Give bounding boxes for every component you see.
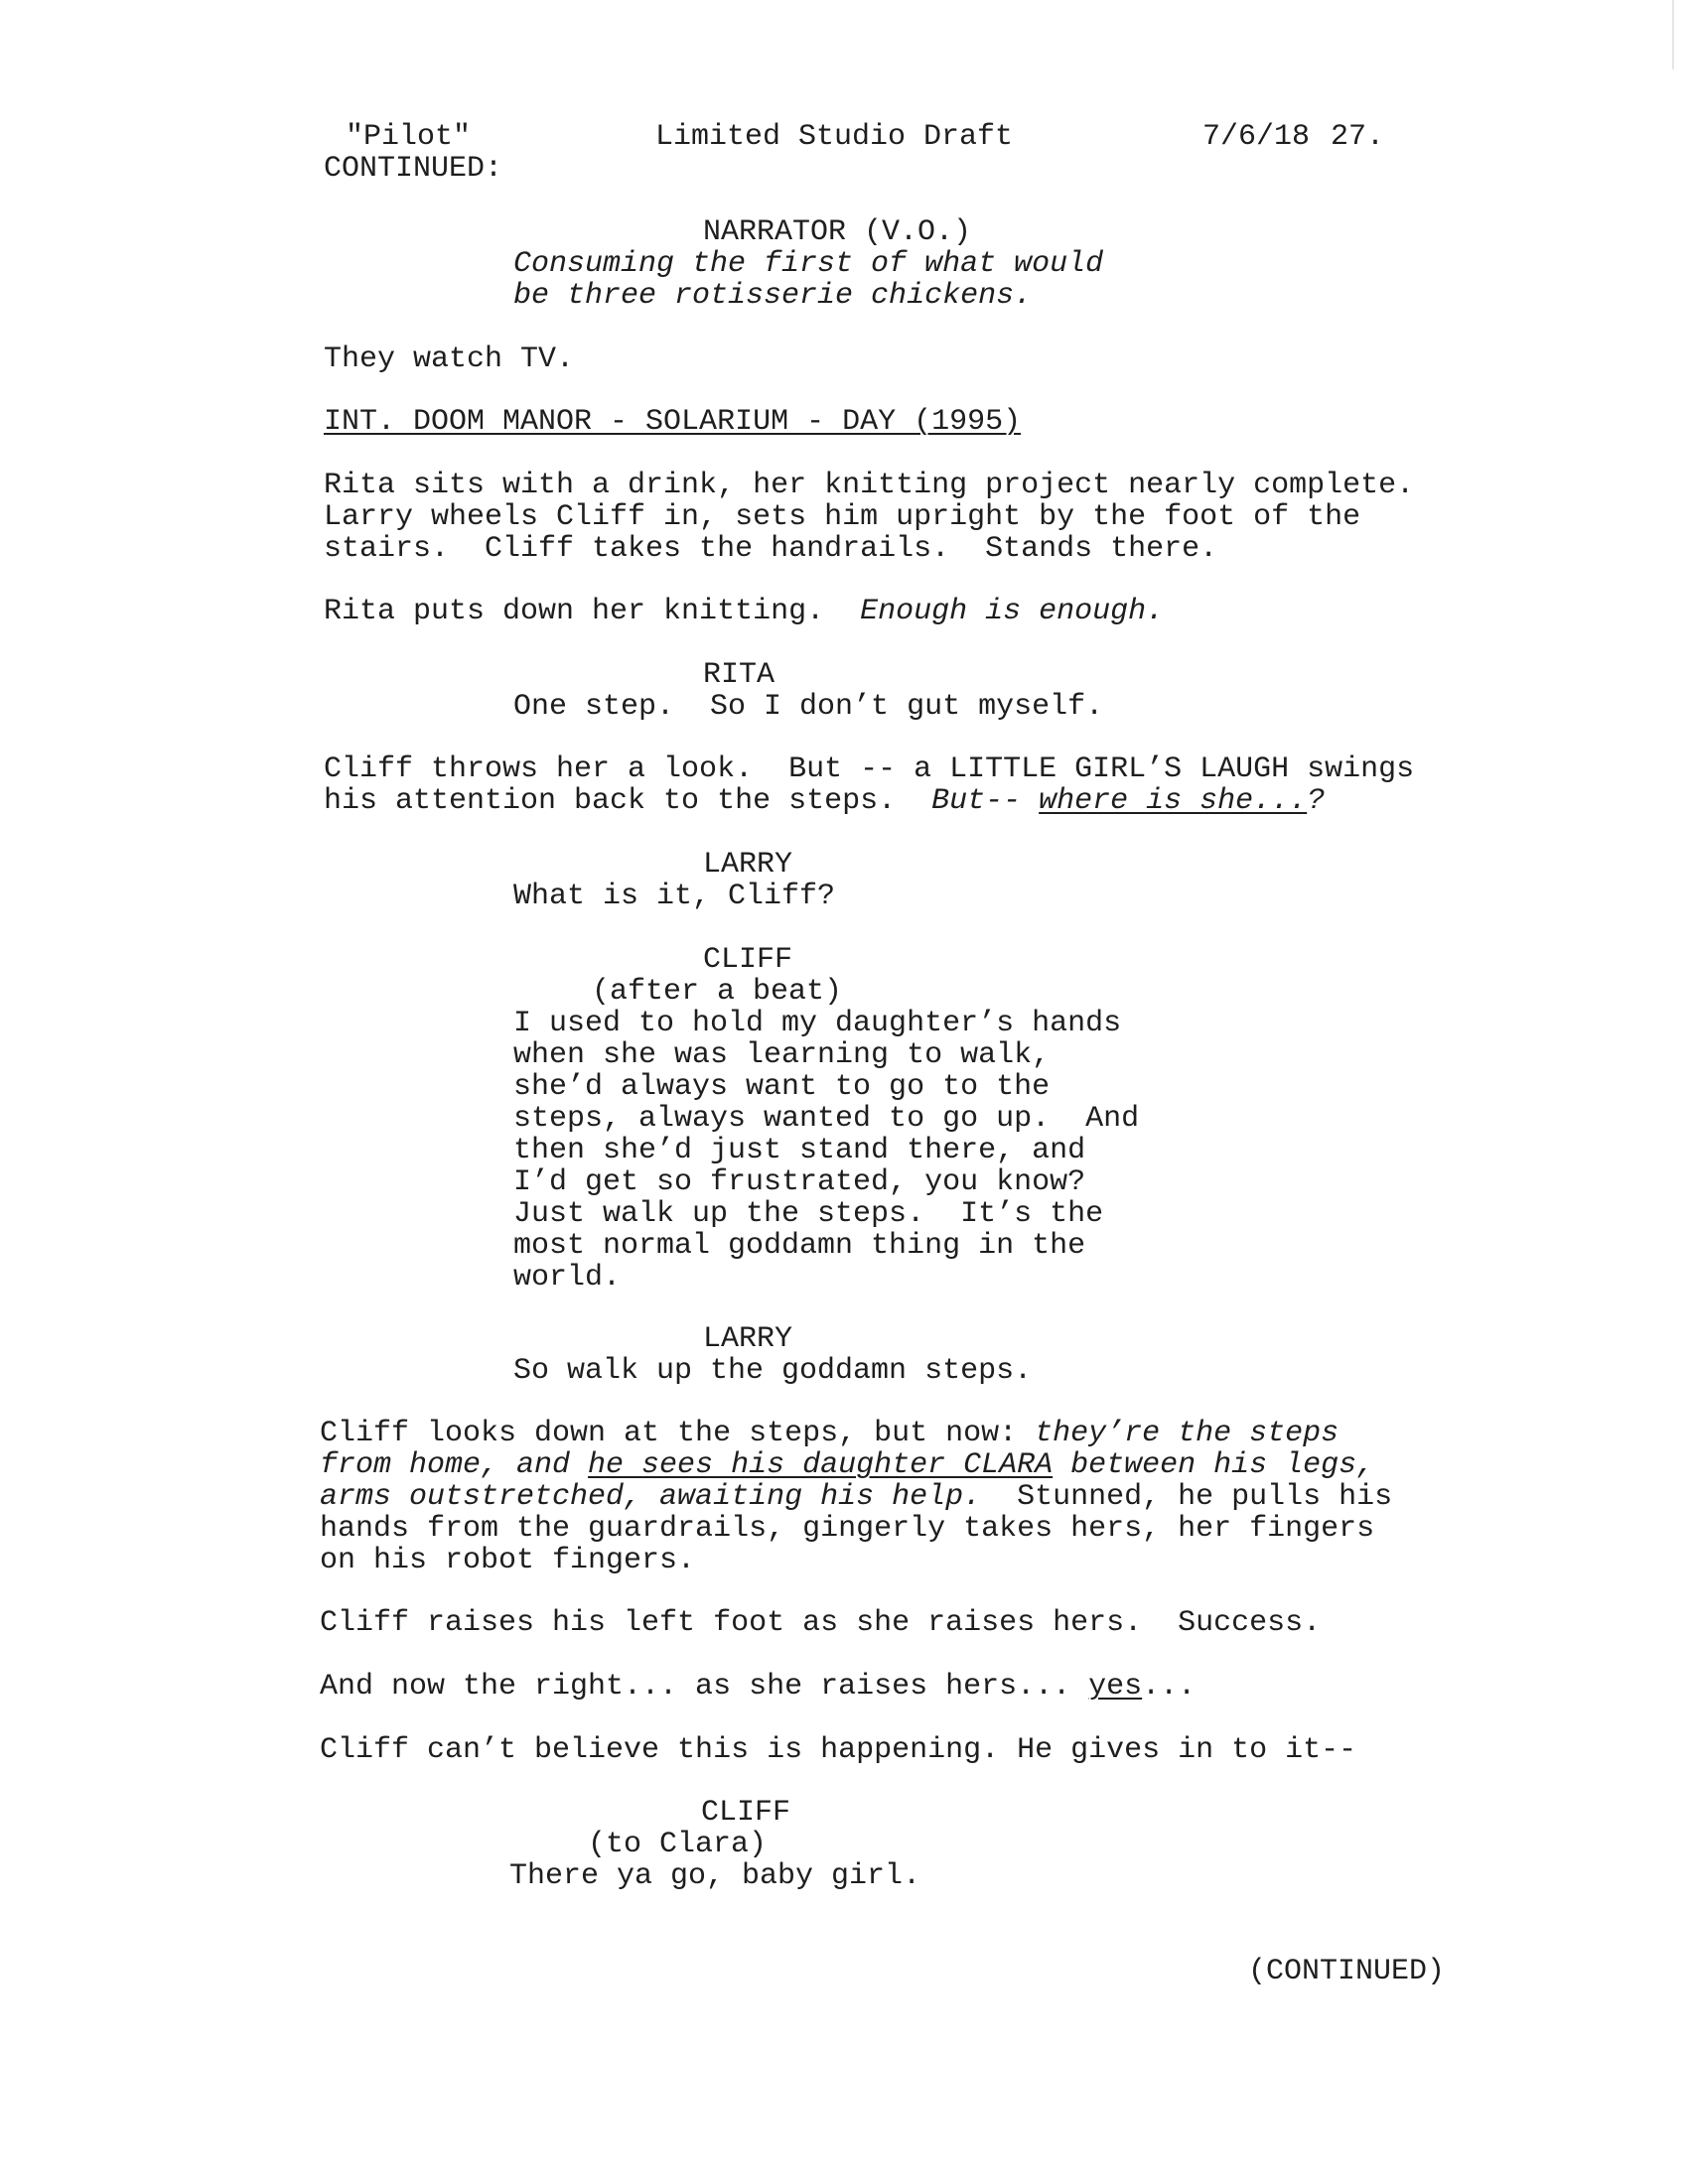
draft-label: Limited Studio Draft [655, 120, 1014, 154]
action-line: hands from the guardrails, gingerly takes hers, her fingers [320, 1512, 1375, 1546]
action-emphasis-underlined: where is she... [1039, 784, 1308, 818]
scan-edge-mark [1672, 0, 1674, 69]
episode-title: "Pilot" [346, 120, 472, 154]
action-line: stairs. Cliff takes the handrails. Stands there. [324, 532, 1218, 566]
action-line: on his robot fingers. [320, 1544, 696, 1577]
action-block [324, 753, 1414, 817]
dialogue [513, 1008, 1139, 1294]
action-line: Cliff raises his left foot as she raises hers. Success. [320, 1606, 1322, 1640]
parenthetical: (after a beat) [592, 975, 843, 1009]
scene-heading: INT. DOOM MANOR - SOLARIUM - DAY (1995) [324, 405, 1022, 439]
dialogue: What is it, Cliff? [513, 880, 836, 913]
action-emphasis: they’re the steps [1035, 1417, 1339, 1450]
action-line [320, 1481, 1392, 1513]
continued-header: CONTINUED: [324, 152, 503, 186]
action-line: Larry wheels Cliff in, sets him upright by the foot of the [324, 500, 1361, 534]
action-emphasis: ? [1307, 784, 1326, 818]
dialogue-line: she’d always want to go to the [513, 1070, 1051, 1104]
action-line: Cliff can’t believe this is happening. He gives in to it-- [320, 1733, 1357, 1767]
dialogue: There ya go, baby girl. [509, 1859, 921, 1893]
character-cue: LARRY [703, 1322, 793, 1356]
dialogue-line: I used to hold my daughter’s hands [513, 1007, 1122, 1040]
dialogue: One step. So I don’t gut myself. [513, 690, 1104, 724]
action-emphasis-underlined: he sees his daughter CLARA [588, 1448, 1054, 1482]
action-line: They watch TV. [324, 342, 575, 376]
dialogue-line: Just walk up the steps. It’s the [513, 1197, 1104, 1231]
character-cue: CLIFF [703, 943, 793, 977]
dialogue-line: when she was learning to walk, [513, 1038, 1051, 1072]
action-line [320, 1418, 1392, 1449]
character-cue: RITA [703, 658, 775, 692]
action-text: Cliff looks down at the steps, but now: [320, 1417, 1036, 1450]
dialogue [513, 248, 1103, 312]
dialogue-line: most normal goddamn thing in the [513, 1229, 1086, 1263]
action-block [320, 1418, 1392, 1576]
action-text: ... [1142, 1670, 1197, 1704]
action-text: his attention back to the steps. [324, 784, 932, 818]
page-number: 27. [1331, 120, 1385, 154]
draft-date: 7/6/18 [1202, 120, 1311, 154]
action-line [324, 596, 1164, 627]
action-emphasis: from home, and [320, 1448, 589, 1482]
dialogue-line: world. [513, 1261, 622, 1295]
action-emphasis: arms outstretched, awaiting his help. [320, 1480, 982, 1514]
dialogue-line: I’d get so frustrated, you know? [513, 1165, 1086, 1199]
action-line: Cliff throws her a look. But -- a LITTLE GIRL’S LAUGH swings [324, 752, 1415, 786]
action-line [320, 1449, 1392, 1481]
parenthetical: (to Clara) [588, 1828, 768, 1861]
action-emphasis: Enough is enough. [860, 595, 1165, 628]
character-cue: NARRATOR (V.O.) [703, 215, 972, 249]
action-underlined: yes [1088, 1670, 1143, 1704]
dialogue-line: be three rotisserie chickens. [513, 279, 1033, 313]
action-emphasis: But-- [931, 784, 1040, 818]
action-line [324, 785, 1414, 817]
character-cue: CLIFF [701, 1796, 791, 1830]
action-block [324, 470, 1414, 565]
action-emphasis: between his legs, [1053, 1448, 1375, 1482]
dialogue-line: Consuming the first of what would [513, 247, 1104, 281]
action-text: Stunned, he pulls his [981, 1480, 1393, 1514]
action-text: And now the right... as she raises hers... [320, 1670, 1089, 1704]
dialogue: So walk up the goddamn steps. [513, 1354, 1033, 1388]
continued-footer: (CONTINUED) [1248, 1955, 1446, 1988]
dialogue-line: then she’d just stand there, and [513, 1134, 1086, 1167]
action-text: Rita puts down her knitting. [324, 595, 861, 628]
dialogue-line: steps, always wanted to go up. And [513, 1102, 1140, 1136]
action-line: Rita sits with a drink, her knitting project nearly complete. [324, 469, 1415, 502]
character-cue: LARRY [703, 848, 793, 882]
action-line [320, 1671, 1196, 1703]
